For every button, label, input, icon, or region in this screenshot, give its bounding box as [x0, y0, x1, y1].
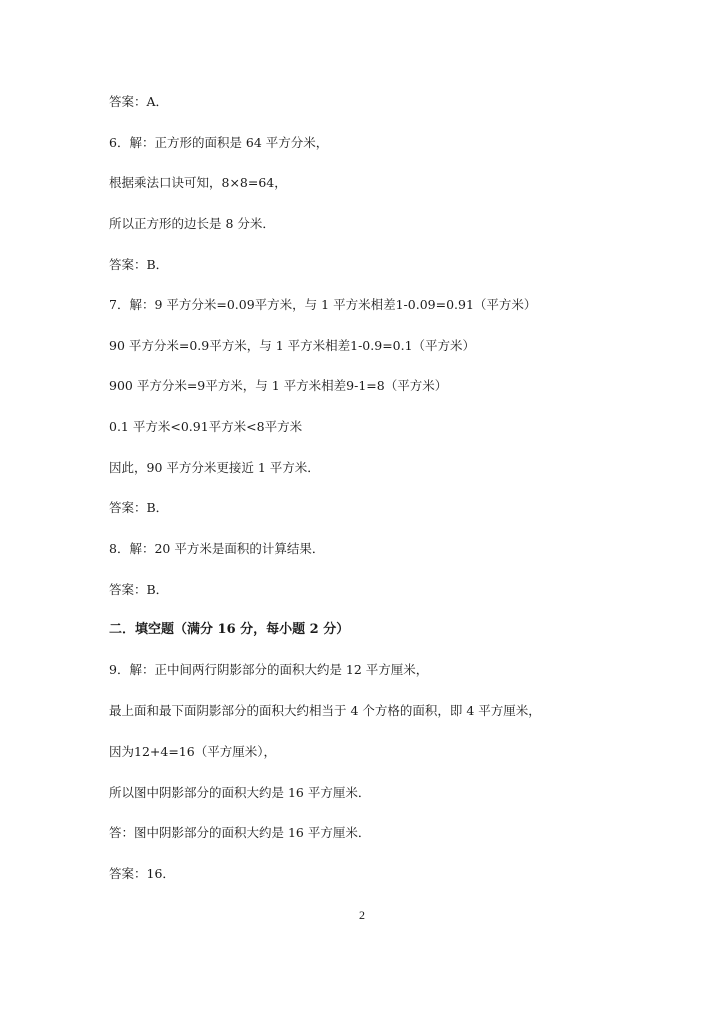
answer-6: 答案：B．	[109, 257, 169, 272]
q9-solution-line-4: 所以图中阴影部分的面积大约是 16 平方厘米．	[109, 785, 371, 800]
q7-solution-line-2: 90 平方分米=0.9平方米，与 1 平方米相差1-0.9=0.1（平方米）	[109, 338, 476, 353]
answer-7: 答案：B．	[109, 500, 169, 515]
answer-8: 答案：B．	[109, 582, 169, 597]
answer-9: 答案：16．	[109, 866, 175, 881]
q8-solution-line-1: 8．解：20 平方米是面积的计算结果．	[109, 541, 325, 556]
answer-5: 答案：A．	[109, 94, 169, 109]
q7-solution-line-1: 7．解：9 平方分米=0.09平方米，与 1 平方米相差1-0.09=0.91（平方米）	[109, 297, 537, 312]
page-number: 2	[359, 908, 365, 922]
section-heading-fill-in: 二．填空题（满分 16 分，每小题 2 分）	[109, 622, 350, 637]
q6-solution-line-2: 根据乘法口诀可知，8×8=64，	[109, 175, 287, 190]
q9-solution-line-2: 最上面和最下面阴影部分的面积大约相当于 4 个方格的面积，即 4 平方厘米，	[109, 703, 541, 718]
q7-solution-line-5: 因此，90 平方分米更接近 1 平方米．	[109, 460, 320, 475]
q6-solution-line-3: 所以正方形的边长是 8 分米．	[109, 216, 275, 231]
q6-solution-line-1: 6．解：正方形的面积是 64 平方分米，	[109, 135, 329, 150]
q7-solution-line-3: 900 平方分米=9平方米，与 1 平方米相差9-1=8（平方米）	[109, 378, 448, 393]
q9-solution-line-1: 9．解：正中间两行阴影部分的面积大约是 12 平方厘米，	[109, 662, 429, 677]
q7-solution-line-4: 0.1 平方米<0.91平方米<8平方米	[109, 419, 303, 434]
q9-solution-line-3: 因为12+4=16（平方厘米），	[109, 744, 276, 759]
q9-solution-line-5: 答：图中阴影部分的面积大约是 16 平方厘米．	[109, 825, 371, 840]
